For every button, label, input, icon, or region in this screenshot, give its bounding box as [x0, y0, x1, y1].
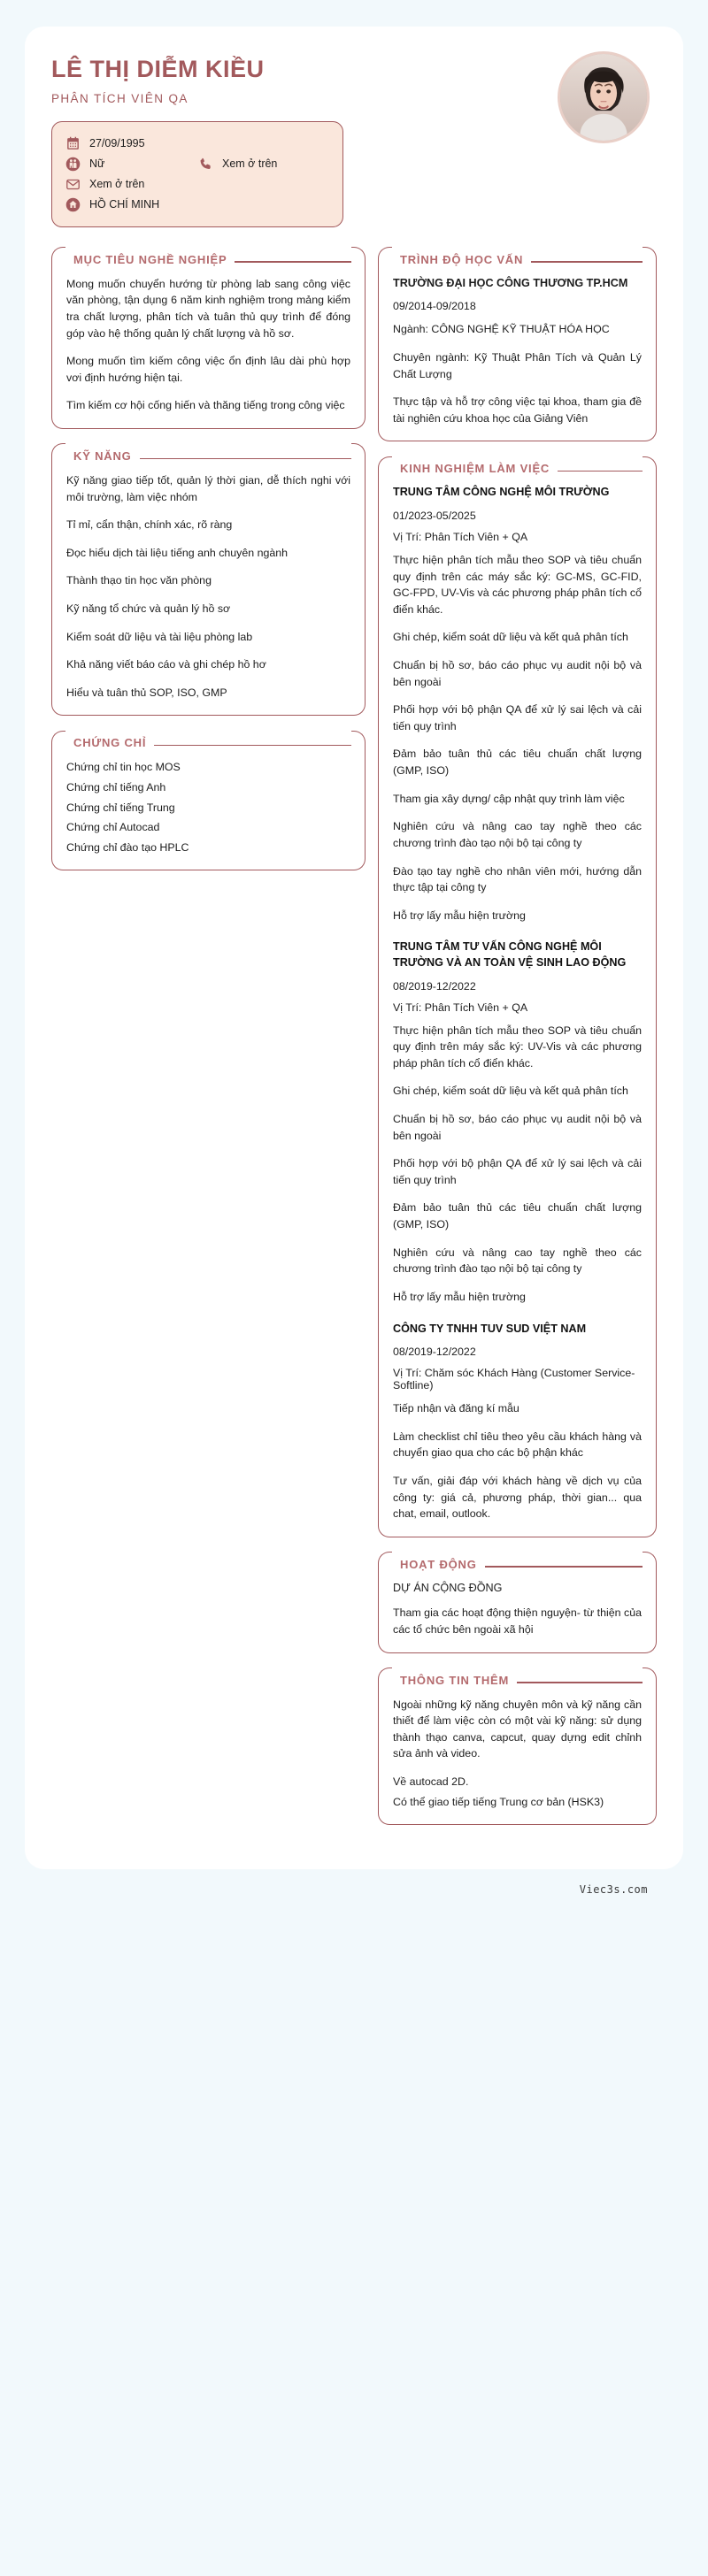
job-company: TRUNG TÂM CÔNG NGHỆ MÔI TRƯỜNG	[393, 486, 610, 499]
education-major: Ngành: CÔNG NGHỆ KỸ THUẬT HÓA HỌC	[393, 323, 610, 336]
frame-line	[140, 458, 351, 459]
contact-row	[65, 156, 330, 172]
right-column	[378, 247, 657, 1840]
section-body	[378, 471, 657, 1537]
avatar-image	[558, 51, 650, 143]
frame-corner-left	[378, 1668, 392, 1683]
contact-birthday	[65, 135, 330, 152]
contact-box	[51, 121, 343, 227]
frame-corner-left	[378, 247, 392, 262]
section-header	[378, 1552, 657, 1571]
section-title-objective: MỤC TIÊU NGHỀ NGHIỆP	[73, 252, 227, 266]
job-duty: Ghi chép, kiểm soát dữ liệu và kết quả phân tích	[393, 631, 628, 644]
contact-email	[65, 176, 330, 193]
section-title-education: TRÌNH ĐỘ HỌC VẤN	[400, 252, 524, 266]
activity-heading: DỰ ÁN CỘNG ĐỒNG	[393, 1581, 503, 1594]
job-company: CÔNG TY TNHH TUV SUD VIỆT NAM	[393, 1322, 587, 1335]
job-duty: Nghiên cứu và nâng cao tay nghề theo các chương trình đào tạo nội bộ tại công ty	[393, 820, 642, 849]
left-column	[51, 247, 366, 886]
skill-item: Thành thạo tin học văn phòng	[66, 574, 212, 587]
job-duty: Tư vấn, giải đáp với khách hàng về dịch vụ của công ty: giá cả, phương pháp, thời gian... qua chat, email, outlook.	[393, 1474, 642, 1521]
frame-corner-right	[351, 443, 366, 458]
skill-item: Khả năng viết báo cáo và ghi chép hồ hơ	[66, 658, 266, 671]
section-body	[378, 1567, 657, 1653]
job-role: Vị Trí: Phân Tích Viên + QA	[393, 1000, 528, 1014]
cv-header	[51, 50, 657, 227]
objective-paragraph: Mong muốn chuyển hướng từ phòng lab sang công việc văn phòng, tận dụng 6 năm kinh nghiệm trong mảng kiểm tra chất lượng, phân tích và tuân thủ quy trình để đóng góp vào hệ thống quản lý chất lượng và hồ sơ.	[66, 277, 350, 340]
skill-item: Kỹ năng tổ chức và quản lý hồ sơ	[66, 602, 231, 615]
job-role: Vị Trí: Phân Tích Viên + QA	[393, 530, 528, 543]
calendar-icon	[65, 135, 81, 152]
section-additional-info	[378, 1668, 657, 1826]
job-duty: Ghi chép, kiểm soát dữ liệu và kết quả phân tích	[393, 1085, 628, 1098]
job-duty: Hỗ trợ lấy mẫu hiện trường	[393, 908, 526, 922]
envelope-icon	[65, 176, 81, 193]
section-experience	[378, 456, 657, 1537]
job-role: Vị Trí: Chăm sóc Khách Hàng (Customer Service- Softline)	[393, 1367, 635, 1392]
skill-item: Đọc hiểu dịch tài liệu tiếng anh chuyên ngành	[66, 546, 289, 559]
contact-row	[65, 176, 330, 193]
frame-line	[485, 1566, 643, 1567]
section-body	[378, 262, 657, 442]
section-title-additional: THÔNG TIN THÊM	[400, 1673, 510, 1687]
frame-line	[154, 745, 351, 746]
section-skills	[51, 443, 366, 716]
job-duty: Phối hợp với bộ phận QA để xử lý sai lệch và cải tiến quy trình	[393, 1157, 642, 1186]
gender-icon	[65, 156, 81, 172]
job-date: 08/2019-12/2022	[393, 979, 476, 993]
contact-gender	[65, 156, 197, 172]
contact-phone-value: Xem ở trên	[222, 157, 278, 170]
job-duty: Hỗ trợ lấy mẫu hiện trường	[393, 1290, 526, 1303]
education-school: TRƯỜNG ĐẠI HỌC CÔNG THƯƠNG TP.HCM	[393, 276, 628, 289]
skill-item: Hiểu và tuân thủ SOP, ISO, GMP	[66, 686, 227, 699]
job-title: PHÂN TÍCH VIÊN QA	[51, 91, 189, 105]
certificate-item: Chứng chỉ tiếng Trung	[66, 801, 175, 814]
frame-line	[235, 261, 351, 262]
section-header	[51, 443, 366, 463]
job-date: 01/2023-05/2025	[393, 509, 476, 522]
additional-paragraph: Có thể giao tiếp tiếng Trung cơ bản (HSK3)	[393, 1795, 604, 1808]
avatar	[558, 51, 650, 143]
frame-line	[531, 261, 643, 262]
job-duty: Đảm bảo tuân thủ các tiêu chuẩn chất lượng (GMP, ISO)	[393, 748, 642, 778]
frame-corner-left	[51, 247, 65, 262]
job-duty: Đảm bảo tuân thủ các tiêu chuẩn chất lượng (GMP, ISO)	[393, 1201, 642, 1231]
certificate-item: Chứng chỉ đào tạo HPLC	[66, 840, 189, 854]
frame-line	[517, 1682, 643, 1683]
skill-item: Kiểm soát dữ liệu và tài liệu phòng lab	[66, 630, 253, 643]
frame-line	[558, 471, 643, 472]
job-duty: Thực hiện phân tích mẫu theo SOP và tiêu chuẩn quy định trên các máy sắc ký: GC-MS, GC-FID, GC-FPD, UV-Vis và các phương pháp phân tích cổ điển khác.	[393, 553, 642, 616]
contact-birthday-value: 27/09/1995	[89, 136, 145, 150]
section-body	[378, 1683, 657, 1826]
contact-phone	[197, 156, 330, 172]
section-body	[51, 458, 366, 716]
frame-corner-left	[51, 731, 65, 746]
activity-body: Tham gia các hoạt động thiện nguyện- từ thiện của các tổ chức bên ngoài xã hội	[393, 1606, 642, 1637]
contact-row	[65, 135, 330, 152]
home-icon	[65, 196, 81, 213]
job-company: TRUNG TÂM TƯ VẤN CÔNG NGHỆ MÔI TRƯỜNG VÀ AN TOÀN VỆ SINH LAO ĐỘNG	[393, 940, 627, 969]
education-date: 09/2014-09/2018	[393, 300, 476, 313]
page-title: LÊ THỊ DIỄM KIỀU	[51, 56, 265, 82]
objective-paragraph: Tìm kiếm cơ hội cống hiến và thăng tiếng trong công việc	[66, 399, 345, 412]
job-duty: Phối hợp với bộ phận QA để xử lý sai lệch và cải tiến quy trình	[393, 703, 642, 732]
section-body	[51, 262, 366, 429]
section-title-experience: KINH NGHIỆM LÀM VIỆC	[400, 462, 550, 476]
additional-paragraph: Ngoài những kỹ năng chuyên môn và kỹ năng cần thiết để làm việc còn có một vài kỹ năng: sử dụng thành thạo canva, capcut, quay dựng edit chỉnh sửa ảnh và video.	[393, 1698, 642, 1760]
footer-brand: Viec3s.com	[579, 1883, 648, 1897]
additional-paragraph: Về autocad 2D.	[393, 1775, 469, 1789]
section-header	[51, 247, 366, 266]
contact-address	[65, 196, 330, 213]
objective-paragraph: Mong muốn tìm kiếm công việc ổn định lâu dài phù hợp vơi định hướng hiện tại.	[66, 355, 350, 384]
contact-email-value: Xem ở trên	[89, 177, 145, 190]
certificate-item: Chứng chỉ tin học MOS	[66, 761, 181, 774]
job-duty: Làm checklist chỉ tiêu theo yêu cầu khách hàng và chuyển giao qua cho các bộ phận khác	[393, 1430, 642, 1460]
education-note: Thực tập và hỗ trợ công việc tại khoa, tham gia đề tài nghiên cứu khoa học của Giảng Viên	[393, 395, 642, 425]
job-duty: Chuẩn bị hồ sơ, báo cáo phục vụ audit nội bộ và bên ngoài	[393, 659, 642, 688]
contact-row	[65, 196, 330, 213]
frame-corner-right	[643, 1668, 657, 1683]
job-duty: Tiếp nhận và đăng kí mẫu	[393, 1402, 519, 1415]
contact-address-value: HỒ CHÍ MINH	[89, 197, 160, 211]
contact-gender-value: Nữ	[89, 157, 105, 170]
section-activities	[378, 1552, 657, 1653]
cv-columns	[51, 247, 657, 1840]
cv-card	[25, 27, 683, 1869]
section-header	[51, 730, 366, 750]
section-title-certificates: CHỨNG CHỈ	[73, 736, 147, 750]
job-date: 08/2019-12/2022	[393, 1346, 476, 1359]
frame-corner-right	[643, 1552, 657, 1567]
section-objective	[51, 247, 366, 429]
frame-corner-right	[351, 247, 366, 262]
section-title-skills: KỸ NĂNG	[73, 448, 132, 463]
job-duty: Tham gia xây dựng/ cập nhật quy trình làm việc	[393, 792, 625, 805]
frame-corner-left	[378, 1552, 392, 1567]
skill-item: Kỹ năng giao tiếp tốt, quản lý thời gian, dễ thích nghi với môi trường, làm việc nhóm	[66, 473, 350, 503]
section-body	[51, 745, 366, 870]
frame-corner-right	[643, 456, 657, 472]
section-education	[378, 247, 657, 442]
section-certificates	[51, 730, 366, 870]
frame-corner-right	[351, 731, 366, 746]
job-duty: Chuẩn bị hồ sơ, báo cáo phục vụ audit nội bộ và bên ngoài	[393, 1113, 642, 1142]
frame-corner-right	[643, 247, 657, 262]
job-duty: Thực hiện phân tích mẫu theo SOP và tiêu chuẩn quy định trên máy sắc ký: UV-Vis và các phương pháp phân tích cổ điển khác.	[393, 1024, 642, 1070]
job-duty: Nghiên cứu và nâng cao tay nghề theo các chương trình đào tạo nội bộ tại công ty	[393, 1246, 642, 1276]
phone-icon	[197, 156, 214, 172]
education-specialization: Chuyên ngành: Kỹ Thuật Phân Tích và Quản Lý Chất Lượng	[393, 350, 642, 380]
header-text-block	[51, 50, 558, 227]
section-title-activities: HOẠT ĐỘNG	[400, 1557, 477, 1571]
section-header	[378, 456, 657, 476]
certificate-item: Chứng chỉ Autocad	[66, 821, 160, 834]
frame-corner-left	[51, 443, 65, 458]
certificate-item: Chứng chỉ tiếng Anh	[66, 781, 166, 794]
job-duty: Đào tạo tay nghề cho nhân viên mới, hướng dẫn thực tập tại công ty	[393, 864, 642, 894]
section-header	[378, 1668, 657, 1687]
skill-item: Tỉ mỉ, cẩn thận, chính xác, rõ ràng	[66, 518, 233, 532]
section-header	[378, 247, 657, 266]
frame-corner-left	[378, 456, 392, 472]
